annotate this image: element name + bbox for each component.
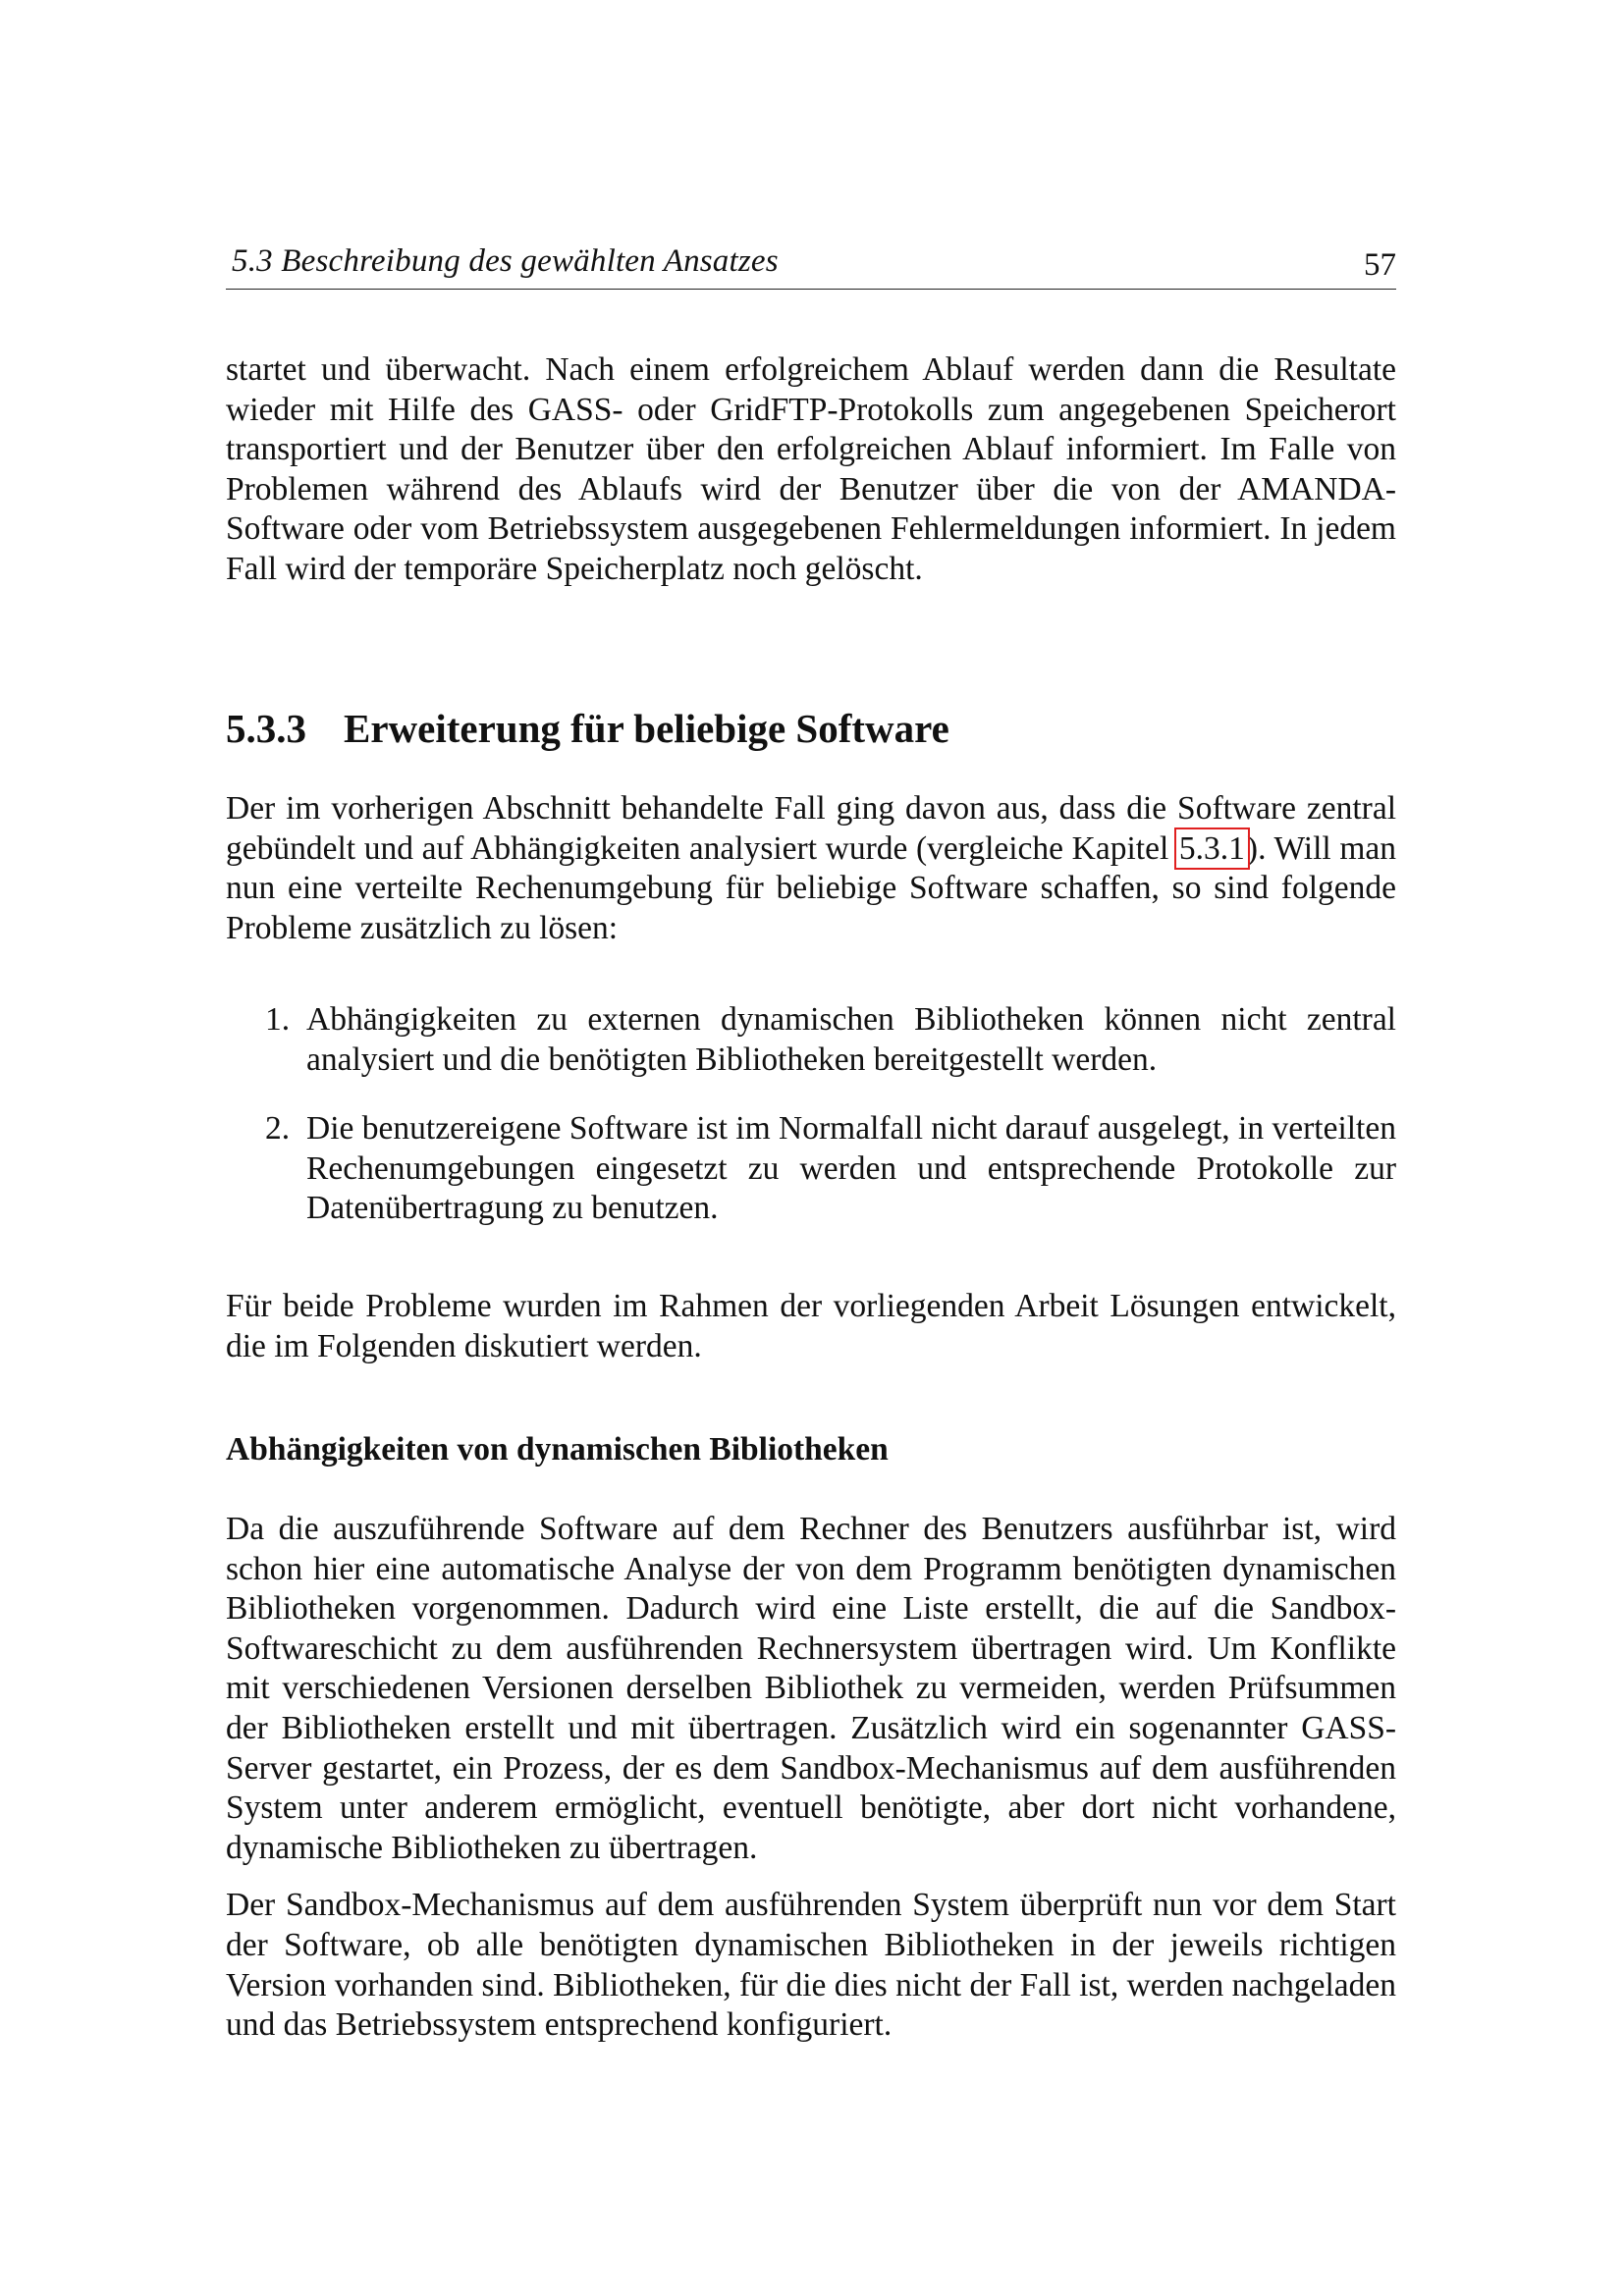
subsection-paragraph: Der Sandbox-Mechanismus auf dem ausführenden System überprüft nun vor dem Start der Software, ob alle benötigten dynamischen Bibliotheken in der jeweils richtigen Version vorhanden sind. Bibliotheken, für die dies nicht der Fall ist, werden nachgeladen und das Betriebssystem entsprechend konfiguriert. xyxy=(226,1887,1396,2044)
section-paragraph-block xyxy=(226,789,1396,948)
after-list-paragraph-block xyxy=(226,1287,1396,1366)
running-header xyxy=(226,243,1396,290)
list-item-text: Die benutzereigene Software ist im Normalfall nicht darauf ausgelegt, in verteilten Rechenumgebungen eingesetzt zu werden und entsprechende Protokolle zur Datenübertragung zu benutzen. xyxy=(306,1110,1396,1227)
subsection-paragraph: Da die auszuführende Software auf dem Rechner des Benutzers ausführbar ist, wird schon hier eine automatische Analyse der von dem Programm benötigten dynamischen Bibliotheken vorgenommen. Dadurch wird eine Liste erstellt, die auf die Sandbox-Softwareschicht zu dem ausführenden Rechnersystem übertragen wird. Um Konflikte mit verschiedenen Versionen derselben Bibliothek zu vermeiden, werden Prüfsummen der Bibliotheken erstellt und mit übertragen. Zusätzlich wird ein sogenannter GASS-Server gestartet, ein Prozess, der es dem Sandbox-Mechanismus auf dem ausführenden System unter anderem ermöglicht, eventuell benötigte, aber dort nicht vorhandene, dynamische Bibliotheken zu übertragen. xyxy=(226,1511,1396,1866)
list-item xyxy=(226,1000,1396,1080)
section-title: Erweiterung für beliebige Software xyxy=(344,706,949,751)
list-item-number: 1. xyxy=(265,1001,291,1038)
section-heading xyxy=(226,705,949,752)
section-paragraph-text-after: ). Will man nun eine verteilte Rechenumgebung für beliebige Software schaffen, so sind folgende Probleme zusätzlich zu lösen: xyxy=(226,829,1396,946)
list-item-text: Abhängigkeiten zu externen dynamischen Bibliotheken können nicht zentral analysiert und die benötigten Bibliotheken bereitgestellt werden. xyxy=(306,1001,1396,1078)
header-section-ref: 5.3 Beschreibung des gewählten Ansatzes xyxy=(232,243,779,279)
list-item-number: 2. xyxy=(265,1110,291,1148)
section-paragraph xyxy=(226,789,1396,948)
list-item xyxy=(226,1109,1396,1229)
problem-list xyxy=(226,1000,1396,1229)
crossref-link[interactable]: 5.3.1 xyxy=(1178,829,1245,867)
subsection-heading: Abhängigkeiten von dynamischen Bibliotheken xyxy=(226,1431,889,1468)
intro-paragraph-block xyxy=(226,350,1396,590)
subsection-body xyxy=(226,1510,1396,2046)
section-number: 5.3.3 xyxy=(226,706,306,751)
section-paragraph-text-before: Der im vorherigen Abschnitt behandelte Fall ging davon aus, dass die Software zentral gebündelt und auf Abhängigkeiten analysiert wurde (vergleiche Kapitel xyxy=(226,790,1396,867)
page-number: 57 xyxy=(1364,247,1396,283)
after-list-paragraph: Für beide Probleme wurden im Rahmen der vorliegenden Arbeit Lösungen entwickelt, die im Folgenden diskutiert werden. xyxy=(226,1288,1396,1364)
intro-paragraph: startet und überwacht. Nach einem erfolgreichem Ablauf werden dann die Resultate wieder mit Hilfe des GASS- oder GridFTP-Protokolls zum angegebenen Speicherort transportiert und der Benutzer über den erfolgreichen Ablauf informiert. Im Falle von Problemen während des Ablaufs wird der Benutzer über die von der AMANDA-Software oder vom Betriebssystem ausgegebenen Fehlermeldungen informiert. In jedem Fall wird der temporäre Speicherplatz noch gelöscht. xyxy=(226,351,1396,587)
